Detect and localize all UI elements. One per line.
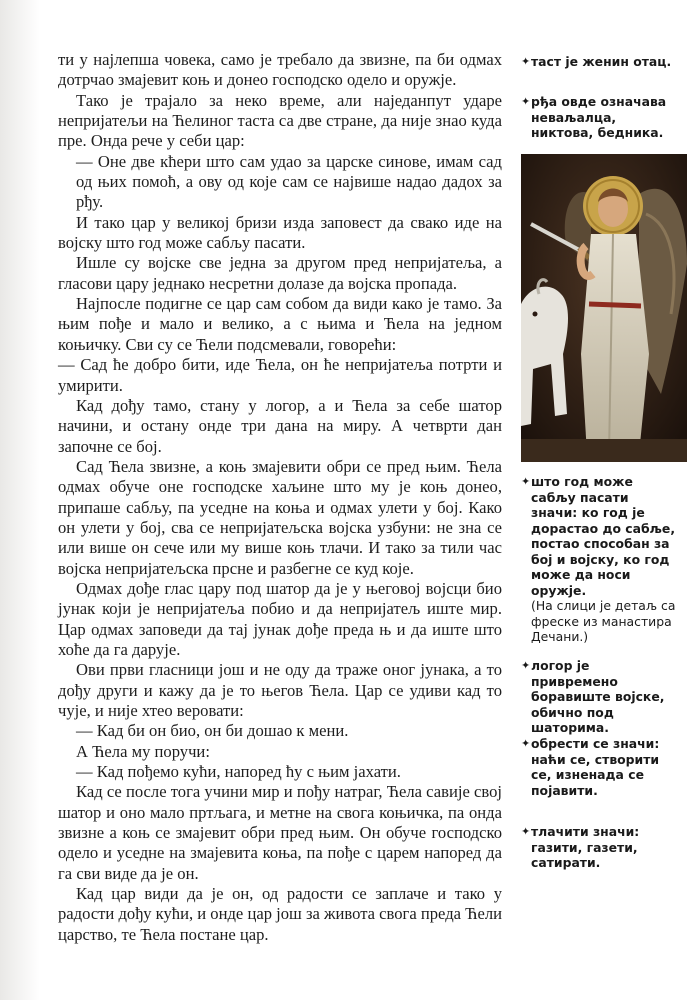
paragraph: Кад дођу тамо, стану у логор, а и Ћела за себе шатор начини, и остану онде три дана на миру. А четврти дан започне се бој. [58, 395, 502, 456]
glossary-text: тлачити значи: газити, газети, сатирати. [531, 824, 640, 870]
fresco-image [521, 154, 687, 462]
paragraph: Сад Ћела звизне, а коњ змајевити обри се пред њим. Ћела одмах обуче оне господске хаљине што му је коњ донео, припаше сабљу, па уседне на коња и одмах улети у бој. Како он улети у бој, сва се непријатељска војска узбуни: не зна се или више он сече или му више коњ тлачи. И тако за тили час војска непријатељска прсне и разбегне се куд које. [58, 456, 502, 578]
glossary-text: рђа овде означава неваљалца, никтова, бедника. [531, 94, 667, 140]
dialogue-line: — Кад пођемо кући, напоред ћу с њим јахати. [76, 762, 401, 782]
paragraph: Ишле су војске све једна за другом пред непријатеља, а гласови цару једнако несретни долазе да војска пропада. [58, 253, 502, 293]
star-bullet-icon: ✦ [521, 475, 531, 488]
paragraph: Кад цар види да је он, од радости се заплаче и тако у радости дођу кући, и онде цар још за живота свога преда Ћели царство, те Ћела постане цар. [58, 884, 502, 944]
star-bullet-icon: ✦ [521, 55, 531, 68]
main-text-column [58, 50, 502, 945]
star-bullet-icon: ✦ [521, 95, 531, 108]
glossary-text: обрести се значи: наћи се, створити се, изненада се појавити. [531, 736, 660, 798]
glossary-note [521, 474, 677, 645]
glossary-note [521, 824, 677, 871]
glossary-text: логор је привремено боравиште војске, обично под шаторима. [531, 658, 665, 735]
star-bullet-icon: ✦ [521, 659, 531, 672]
dialogue-line: — Оне две кћери што сам удао за царске синове, имам сад од њих помоћ, а ову од које сам се највише надао дадох за рђу. [76, 151, 502, 212]
dialogue-line: — Сад ће добро бити, иде Ћела, он ће непријатеља потрти и умирити. [58, 355, 502, 395]
paragraph: Најпосле подигне се цар сам собом да види како је тамо. За њим пође и мало и велико, а с њима и Ћела на једном коњичку. Сви су се Ћели подсмевали, говорећи: [58, 294, 502, 354]
star-bullet-icon: ✦ [521, 737, 531, 750]
paragraph: Одмах дође глас цару под шатор да је у његовој војсци био јунак који је непријатеља побио и да непријатељ иште мир. Цар одмах заповеди да тај јунак дође преда њ и да иште што хоће да га дарује. [58, 578, 502, 659]
star-bullet-icon: ✦ [521, 825, 531, 838]
glossary-text: таст је женин отац. [531, 54, 672, 69]
glossary-note [521, 658, 677, 736]
image-caption: (На слици је детаљ са фреске из манастира Дечани.) [531, 598, 676, 644]
glossary-note [521, 94, 677, 141]
angel-fresco-illustration [521, 154, 687, 462]
glossary-note [521, 54, 677, 70]
paragraph: Ови први гласници још и не оду да траже оног јунака, а то дођу други и кажу да је то његов Ћела. Цар се удиви кад то чује, и није хтео веровати: [58, 660, 502, 720]
glossary-text: што год може сабљу пасати значи: ко год је дорастао до сабље, постао способан за бој и војску, ко год може да носи оружје. [531, 474, 676, 598]
paragraph: И тако цар у великој бризи изда заповест да свако иде на војску што год може сабљу пасати. [58, 212, 502, 253]
glossary-note [521, 736, 677, 798]
page-shadow [0, 0, 40, 1000]
paragraph: А Ћела му поручи: [76, 741, 210, 761]
paragraph: Тако је трајало за неко време, али наједанпут ударе непријатељи на Ћелиног таста са две стране, да није знао куда пре. Онда рече у себи цар: [58, 90, 502, 151]
paragraph: ти у најлепша човека, само је требало да звизне, па би одмах дотрчао змајевит коњ и донео господско одело и оружје. [58, 50, 502, 90]
dialogue-line: — Кад би он био, он би дошао к мени. [76, 721, 349, 741]
paragraph: Кад се после тога учини мир и пођу натраг, Ћела савије свој шатор и оно мало пртљага, и метне на свога коњичка, па онда звизне а коњ се змајевит обри пред њим. Он обуче господско одело и уседне на змајевита коња, па пође с царем напоред да га сви виде да је он. [58, 782, 502, 883]
